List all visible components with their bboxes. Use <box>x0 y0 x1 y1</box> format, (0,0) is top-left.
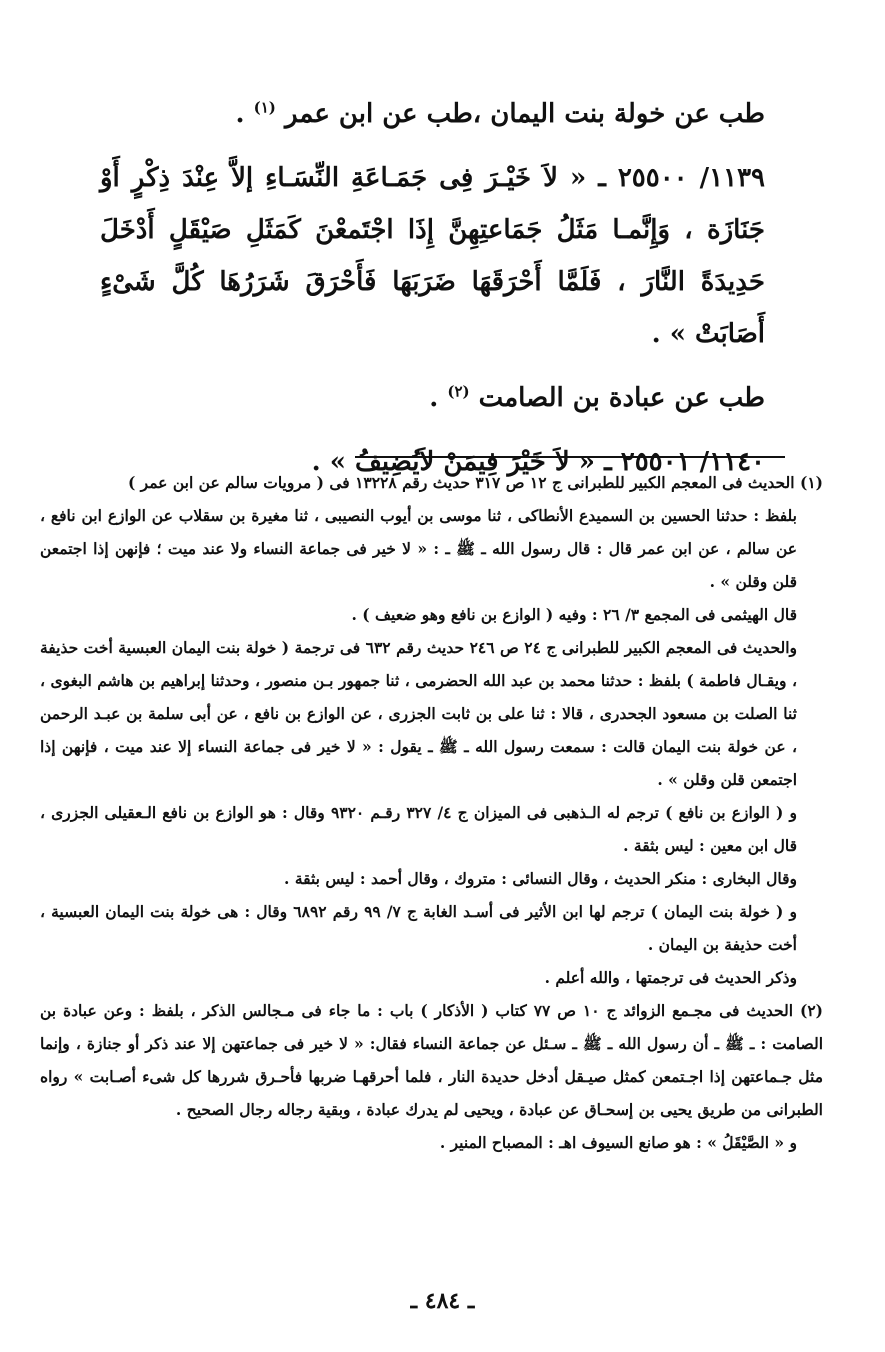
footnote-1-line-6: وقال البخارى : منكر الحديث ، وقال النسائى : متروك ، وقال أحمد : ليس بثقة . <box>284 869 797 888</box>
source-end-1: . <box>235 99 254 129</box>
footnote-1-line-2: بلفظ : حدثنا الحسين بن السميدع الأنطاكى ، ثنا موسى بن أيوب النصيبى ، ثنا مغيرة بن سقلاب عن الوازع ابن نافع ، عن سالم ، عن ابن عمر قال : قال رسول الله ـ ﷺ ـ : « لا خير فى جماعة النساء ولا عند ميت ؛ فإنهن إذا اجتمعن قلن وقلن » . <box>40 506 797 591</box>
footnote-1-line-1: (١) الحديث فى المعجم الكبير للطبرانى ج ١٢ ص ٣١٧ حديث رقم ١٣٢٢٨ فى ( مرويات سالم عن ابن عمر ) <box>127 473 823 492</box>
footnote-ref-1: (١) <box>253 98 276 117</box>
source-line-2 <box>100 372 765 424</box>
footnote-1-line-5: و ( الوازع بن نافع ) ترجم له الـذهبى فى الميزان ج ٤/ ٣٢٧ رقـم ٩٣٢٠ وقال : هو الوازع بن نافع الـعقيلى الجزرى ، قال ابن معين : ليس بثقة . <box>40 803 797 855</box>
footnote-1-line-7: و ( خولة بنت اليمان ) ترجم لها ابن الأثير فى أسـد الغابة ج ٧/ ٩٩ رقم ٦٨٩٢ وقال : هى خولة بنت اليمان العبسية ، أخت حذيفة بن اليمان . <box>40 902 797 954</box>
footnote-2-line-1: (٢) الحديث فى مجـمع الزوائد ج ١٠ ص ٧٧ كتاب ( الأذكار ) باب : ما جاء فى مـجالس الذكر ، بلفظ : وعن عبادة بن الصامت : ـ ﷺ ـ أن رسول الله ـ ﷺ ـ سـئل عن جماعة النساء فقال: « لا خير فى جماعتهن إلا عند ذكر أو جنازة ، وإنما مثل جـماعتهن إذا اجـتمعن كمثل صيـقل أدخل حديدة النار ، فلما أحرقهـا ضربها فأحـرق شررها كل شىء أصـابت » رواه الطبرانى من طريق يحيى بن إسحـاق عن عبادة ، ويحيى لم يدرك عبادة ، وبقية رجاله رجال الصحيح . <box>40 1001 823 1119</box>
footnote-1-line-4: والحديث فى المعجم الكبير للطبرانى ج ٢٤ ص ٢٤٦ حديث رقم ٦٣٢ فى ترجمة ( خولة بنت اليمان العبسية أخت حذيفة ، ويقـال فاطمة ) بلفظ : حدثنا محمد بن عبد الله الحضرمى ، ثنا جمهور بـن منصور ، وحدثنا إبراهيم بن هاشم البغوى ، ثنا الصلت بن مسعود الجحدرى ، قالا : ثنا على بن ثابت الجزرى ، عن الوازع بن نافع ، عن أبى سلمة بن عبـد الرحمن ، عن خولة بنت اليمان قالت : سمعت رسول الله ـ ﷺ ـ يقول : « لا خير فى جماعة النساء إلا عند ميت ، فإنهن إذا اجتمعن قلن وقلن » . <box>40 638 797 789</box>
page-number: ـ ٤٨٤ ـ <box>410 1288 475 1314</box>
footnote-1-line-8: وذكر الحديث فى ترجمتها ، والله أعلم . <box>544 968 797 987</box>
source-line-1 <box>100 88 765 140</box>
hadith-1139: ١١٣٩/ ٢٥٥٠٠ ـ « لاَ خَيْـرَ فِى جَمَـاعَةِ النِّسَـاءِ إلاَّ عِنْدَ ذِكْرٍ أَوْ جَنَازَة ، وَإِنَّمـا مَثَلُ جَمَاعتِهِنَّ إِذَا اجْتَمعْنَ كَمَثَلِ صَيْقَلٍ أَدْخَلَ حَدِيدَةً النَّارَ ، فَلَمَّا أَحْرَقَهَا ضَرَبَهَا فَأَحْرَقَ شَرَرُهَا كُلَّ شَىْءٍ أَصَابَتْ » . <box>100 163 765 349</box>
footnote-1-line-3: قال الهيثمى فى المجمع ٣/ ٢٦ : وفيه ( الوازع بن نافع وهو ضعيف ) . <box>351 605 797 624</box>
footnote-separator <box>355 456 785 458</box>
footnotes <box>40 466 823 1159</box>
source-text-2: طب عن عبادة بن الصامت <box>478 383 765 413</box>
hadith-1140: ١١٤٠/ ٢٥٥٠١ ـ « لاَ خَيْرَ فِيمَنْ لاَيُضِيفُ » . <box>311 447 765 477</box>
footnote-2-line-2: و « الصَّيْقَلُ » : هو صانع السيوف اهـ : المصباح المنير . <box>439 1133 797 1152</box>
source-text-1: طب عن خولة بنت اليمان ،طب عن ابن عمر <box>284 99 765 129</box>
footnote-ref-2: (٢) <box>447 382 470 401</box>
main-text <box>100 88 765 488</box>
source-end-2: . <box>429 383 448 413</box>
